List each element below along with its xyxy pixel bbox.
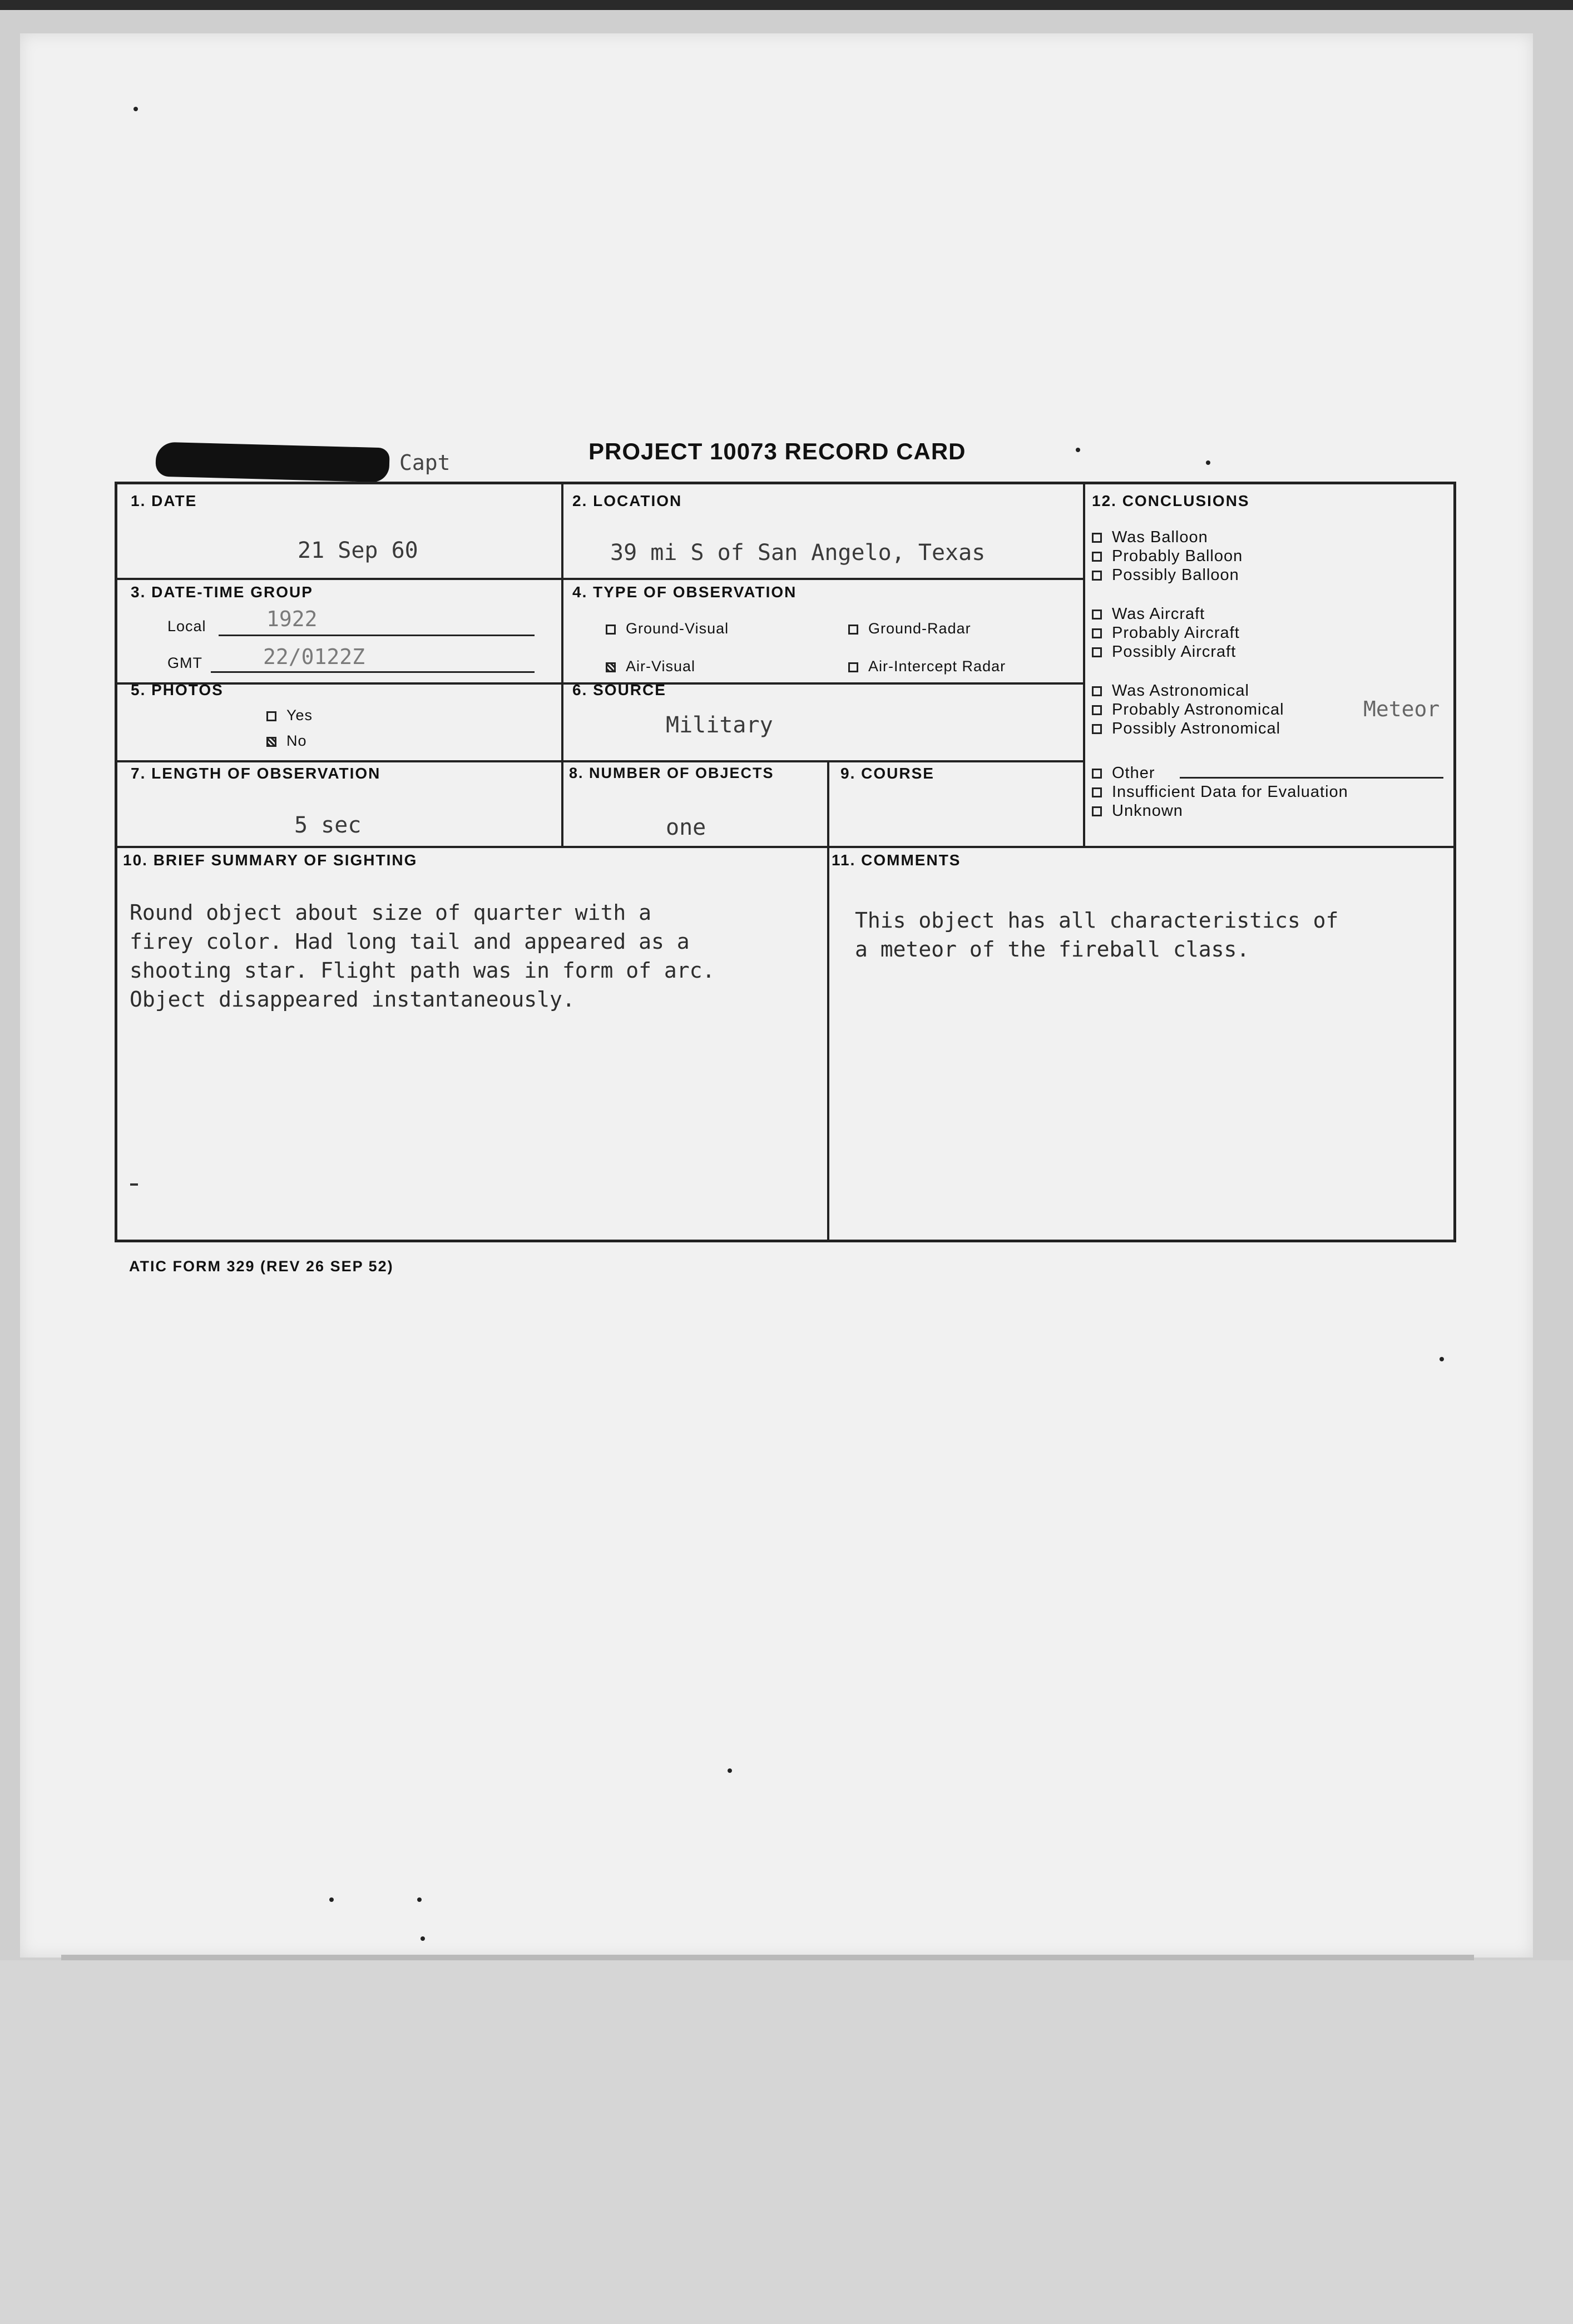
- checkbox-icon: [1092, 686, 1102, 696]
- scan-speck: [1206, 460, 1210, 465]
- type-of-observation-label: 4. TYPE OF OBSERVATION: [572, 583, 797, 601]
- scan-lower-background: [0, 1960, 1573, 2324]
- conclusion-label: Probably Aircraft: [1112, 624, 1240, 642]
- scan-speck: [728, 1768, 732, 1773]
- local-time-underline: [219, 635, 535, 636]
- checkbox-icon: [266, 711, 276, 721]
- form-id: ATIC FORM 329 (REV 26 SEP 52): [129, 1258, 394, 1275]
- checked-checkbox-icon: [266, 737, 276, 747]
- option-label: Air-Visual: [626, 658, 696, 675]
- grid-line: [561, 484, 563, 846]
- grid-line: [117, 578, 1084, 580]
- grid-line: [827, 760, 829, 1242]
- number-of-objects-value: one: [666, 815, 706, 840]
- checkbox-icon: [1092, 571, 1102, 581]
- redacted-name: [155, 442, 389, 483]
- gmt-time-label: GMT: [167, 655, 202, 671]
- scan-speck: [1440, 1357, 1444, 1361]
- length-of-observation-label: 7. LENGTH OF OBSERVATION: [131, 765, 381, 782]
- conclusion-unknown: [1092, 801, 1183, 820]
- length-of-observation-value: 5 sec: [294, 812, 362, 838]
- gmt-time-value: 22/0122Z: [263, 645, 365, 669]
- grid-line: [1083, 484, 1085, 846]
- grid-line: [117, 846, 1453, 848]
- local-time-label: Local: [167, 618, 206, 635]
- conclusion-probably-aircraft: [1092, 623, 1240, 642]
- conclusion-possibly-aircraft: [1092, 642, 1236, 661]
- conclusion-label: Probably Balloon: [1112, 547, 1243, 565]
- conclusion-was-aircraft: [1092, 604, 1205, 623]
- conclusion-was-balloon: [1092, 528, 1208, 547]
- number-of-objects-label: 8. NUMBER OF OBJECTS: [569, 765, 774, 781]
- conclusion-label: Was Astronomical: [1112, 682, 1249, 700]
- card-title: PROJECT 10073 RECORD CARD: [588, 438, 966, 464]
- scan-speck: [417, 1897, 422, 1902]
- stray-mark: [130, 1183, 138, 1186]
- conclusion-label: Insufficient Data for Evaluation: [1112, 783, 1348, 801]
- checkbox-icon: [848, 625, 858, 635]
- brief-summary-label: 10. BRIEF SUMMARY OF SIGHTING: [123, 851, 418, 869]
- checkbox-icon: [1092, 610, 1102, 620]
- observation-option-air-visual: [606, 658, 695, 675]
- gmt-time-underline: [211, 671, 535, 673]
- checkbox-icon: [1092, 647, 1102, 657]
- source-value: Military: [666, 712, 773, 738]
- source-label: 6. SOURCE: [572, 681, 666, 698]
- checkbox-icon: [1092, 552, 1102, 562]
- checkbox-icon: [1092, 705, 1102, 715]
- scan-speck: [1076, 448, 1080, 452]
- checkbox-icon: [1092, 533, 1102, 543]
- conclusion-probably-balloon: [1092, 547, 1243, 566]
- scan-speck: [133, 107, 138, 111]
- option-label: No: [286, 732, 307, 749]
- scan-speck: [329, 1897, 334, 1902]
- photos-option-no: [266, 732, 307, 750]
- course-label: 9. COURSE: [840, 765, 934, 782]
- checkbox-icon: [1092, 769, 1102, 779]
- rank-label: Capt: [399, 450, 451, 475]
- record-card: [115, 482, 1456, 1242]
- scan-top-border: [0, 0, 1573, 10]
- checkbox-icon: [1092, 628, 1102, 638]
- comments-text: This object has all characteristics of a meteor of the fireball class.: [855, 908, 1339, 962]
- conclusion-other: [1092, 764, 1155, 782]
- location-value: 39 mi S of San Angelo, Texas: [610, 540, 986, 566]
- photos-label: 5. PHOTOS: [131, 681, 224, 698]
- checkbox-icon: [848, 662, 858, 672]
- brief-summary-text: Round object about size of quarter with a firey color. Had long tail and appeared as a shooting star. Flight path was in form of arc. Object disappeared instantaneously.: [130, 900, 715, 1012]
- scan-speck: [421, 1936, 425, 1941]
- conclusion-label: Possibly Aircraft: [1112, 643, 1236, 661]
- conclusion-label: Unknown: [1112, 802, 1183, 820]
- conclusion-was-astronomical: [1092, 681, 1249, 700]
- observation-option-ground-visual: [606, 620, 729, 637]
- grid-line: [117, 760, 1084, 762]
- date-time-group-label: 3. DATE-TIME GROUP: [131, 583, 313, 601]
- photos-option-yes: [266, 707, 313, 724]
- checkbox-icon: [1092, 806, 1102, 816]
- option-label: Yes: [286, 707, 313, 724]
- checkbox-icon: [606, 625, 616, 635]
- observation-option-ground-radar: [848, 620, 971, 637]
- conclusion-label: Probably Astronomical: [1112, 701, 1284, 718]
- conclusion-label: Possibly Astronomical: [1112, 720, 1281, 737]
- option-label: Ground-Radar: [868, 620, 971, 637]
- conclusion-insufficient-data: [1092, 782, 1348, 801]
- option-label: Ground-Visual: [626, 620, 729, 637]
- location-label: 2. LOCATION: [572, 492, 682, 509]
- observation-option-air-intercept-radar: [848, 658, 1006, 675]
- conclusion-label: Was Balloon: [1112, 528, 1208, 546]
- option-label: Air-Intercept Radar: [868, 658, 1006, 675]
- checkbox-icon: [1092, 787, 1102, 797]
- comments-label: 11. COMMENTS: [832, 851, 961, 869]
- checkbox-icon: [1092, 724, 1102, 734]
- conclusion-possibly-balloon: [1092, 566, 1239, 584]
- checked-checkbox-icon: [606, 662, 616, 672]
- conclusion-possibly-astronomical: [1092, 719, 1280, 738]
- local-time-value: 1922: [266, 607, 318, 631]
- conclusion-probably-astronomical: [1092, 700, 1284, 719]
- conclusion-label: Possibly Balloon: [1112, 566, 1239, 584]
- date-value: 21 Sep 60: [298, 538, 418, 563]
- handwritten-conclusion-note: Meteor: [1363, 697, 1440, 721]
- conclusion-label: Other: [1112, 764, 1155, 782]
- conclusion-label: Was Aircraft: [1112, 605, 1205, 623]
- date-label: 1. DATE: [131, 492, 197, 509]
- conclusions-label: 12. CONCLUSIONS: [1092, 492, 1250, 509]
- conclusion-other-underline: [1180, 777, 1443, 779]
